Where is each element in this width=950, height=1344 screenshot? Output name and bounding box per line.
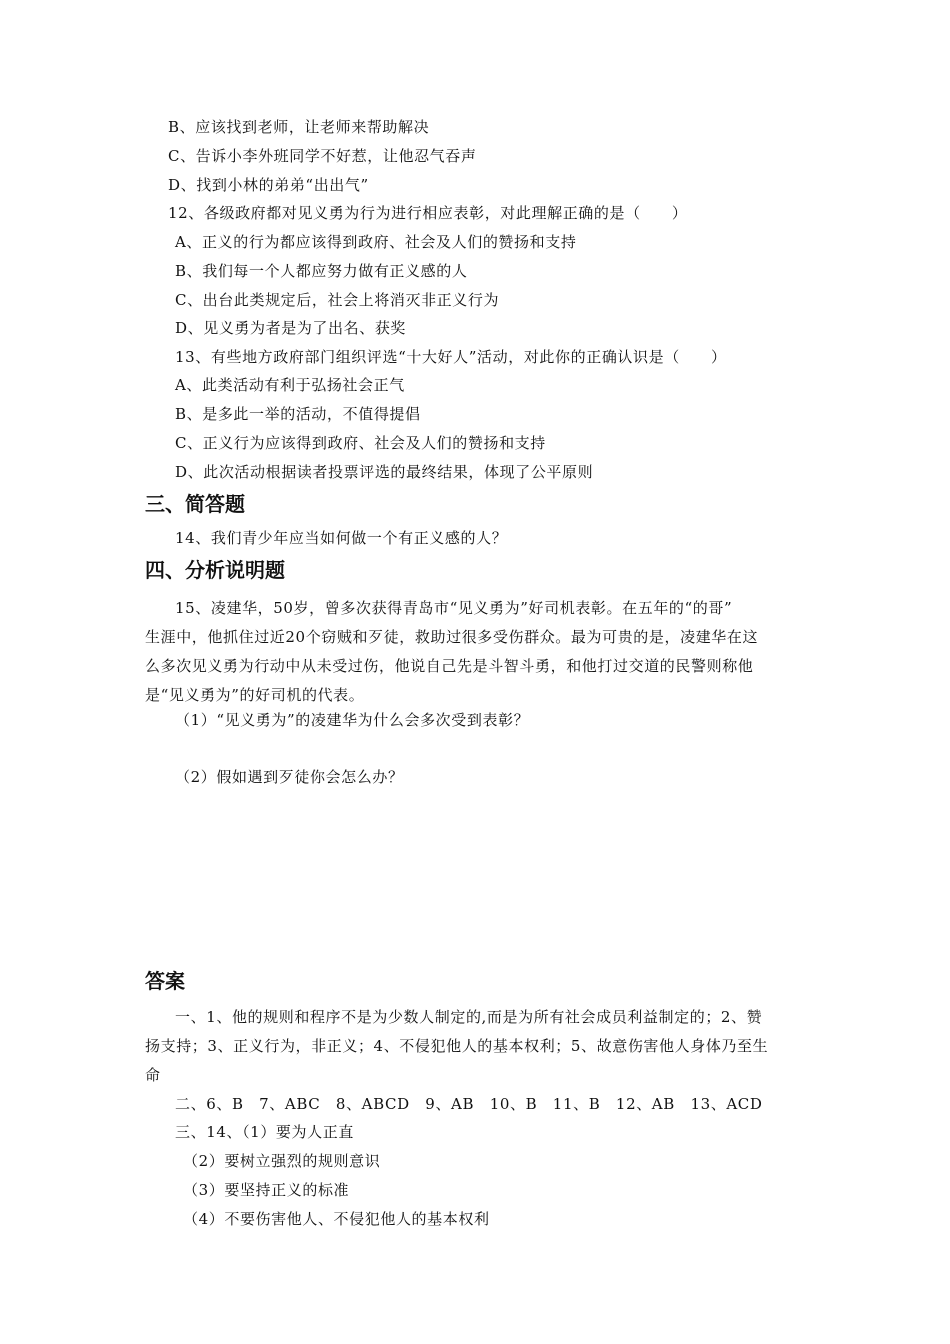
q12-stem: 12、各级政府都对见义勇为行为进行相应表彰，对此理解正确的是（ ） (168, 204, 688, 222)
answers-part1 (145, 1003, 768, 1090)
q12-option-c: C、出台此类规定后，社会上将消灭非正义行为 (175, 291, 500, 309)
q12-option-d: D、见义勇为者是为了出名、获奖 (175, 319, 407, 337)
q15-line-2: 生涯中，他抓住过近20个窃贼和歹徒，救助过很多受伤群众。最为可贵的是，凌建华在这 (145, 628, 759, 646)
q15-line-1: 15、凌建华，50岁，曾多次获得青岛市“见义勇为”好司机表彰。在五年的“的哥” (175, 599, 733, 617)
q11-option-d: D、找到小林的弟弟“出出气” (168, 176, 369, 194)
q13-option-c: C、正义行为应该得到政府、社会及人们的赞扬和支持 (175, 434, 546, 452)
q15-sub-question-2: （2）假如遇到歹徒你会怎么办？ (175, 768, 404, 786)
q12-option-b: B、我们每一个人都应努力做有正义感的人 (175, 262, 468, 280)
q15-line-3: 么多次见义勇为行动中从未受过伤，他说自己先是斗智斗勇，和他打过交道的民警则称他 (145, 657, 754, 675)
q13-stem: 13、有些地方政府部门组织评选“十大好人”活动，对此你的正确认识是（ ） (175, 348, 727, 366)
answers-title: 答案 (145, 969, 185, 993)
answers-part1-line-1: 一、1、他的规则和程序不是为少数人制定的,而是为所有社会成员利益制定的；2、赞 (175, 1008, 763, 1026)
answers-part3-line-3: （3）要坚持正义的标准 (183, 1181, 350, 1199)
answers-part1-line-2: 扬支持；3、正义行为，非正义；4、不侵犯他人的基本权利；5、故意伤害他人身体乃至生 (145, 1037, 769, 1055)
q12-option-a: A、正义的行为都应该得到政府、社会及人们的赞扬和支持 (175, 233, 577, 251)
q15-sub-question-1: （1）“见义勇为”的凌建华为什么会多次受到表彰？ (175, 711, 530, 729)
q14-stem: 14、我们青少年应当如何做一个有正义感的人？ (175, 529, 508, 547)
q13-option-a: A、此类活动有利于弘扬社会正气 (175, 376, 405, 394)
q11-option-b: B、应该找到老师，让老师来帮助解决 (168, 118, 430, 136)
q13-option-d: D、此次活动根据读者投票评选的最终结果，体现了公平原则 (175, 463, 594, 481)
q15-passage (145, 594, 758, 710)
q11-option-c: C、告诉小李外班同学不好惹，让他忍气吞声 (168, 147, 477, 165)
answers-part2: 二、6、B 7、ABC 8、ABCD 9、AB 10、B 11、B 12、AB 13、ACD (175, 1095, 763, 1113)
answers-part3-line-1: 三、14、（1）要为人正直 (175, 1123, 354, 1141)
section4-title: 四、分析说明题 (145, 558, 285, 582)
answers-part3-line-4: （4）不要伤害他人、不侵犯他人的基本权利 (183, 1210, 490, 1228)
answers-part1-line-3: 命 (145, 1066, 161, 1084)
answers-part3-line-2: （2）要树立强烈的规则意识 (183, 1152, 381, 1170)
section3-title: 三、简答题 (145, 492, 245, 516)
q13-option-b: B、是多此一举的活动，不值得提倡 (175, 405, 421, 423)
q15-line-4: 是“见义勇为”的好司机的代表。 (145, 686, 365, 704)
